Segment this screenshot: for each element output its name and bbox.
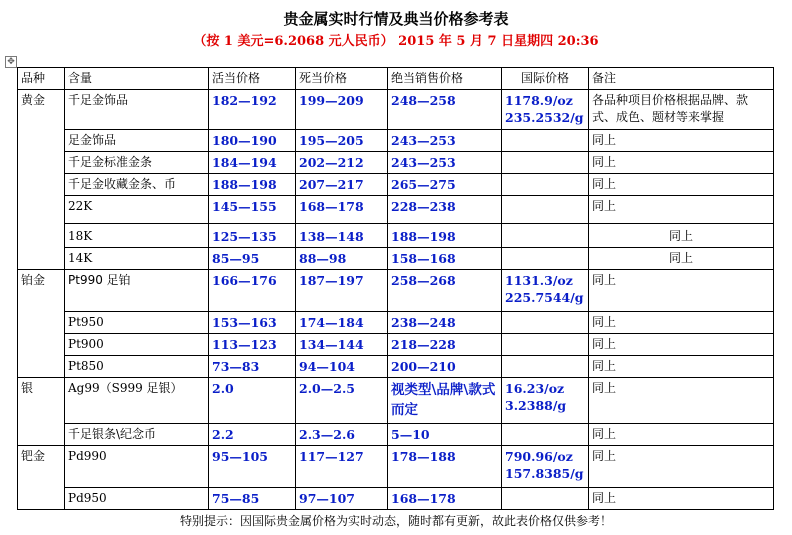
remark-cell: 同上 (589, 248, 774, 270)
remark-cell: 同上 (589, 152, 774, 174)
sale-price-cell: 200—210 (388, 356, 502, 378)
remark-cell: 同上 (589, 174, 774, 196)
intl-price-cell (502, 356, 589, 378)
live-price-cell: 2.0 (209, 378, 296, 424)
intl-price-g: 3.2388/g (505, 398, 567, 413)
content-cell: 千足金饰品 (65, 90, 209, 130)
sale-price-cell: 视类型\品牌\款式而定 (388, 378, 502, 424)
remark-cell: 同上 (589, 312, 774, 334)
remark-cell: 同上 (589, 130, 774, 152)
intl-price-cell (502, 152, 589, 174)
dead-price-cell: 168—178 (296, 196, 388, 224)
intl-price-cell (502, 174, 589, 196)
live-price-cell: 153—163 (209, 312, 296, 334)
sale-price-cell: 158—168 (388, 248, 502, 270)
sale-price-cell: 265—275 (388, 174, 502, 196)
header-row (18, 68, 774, 90)
remark-cell: 同上 (589, 488, 774, 510)
content-cell: 千足银条\纪念币 (65, 424, 209, 446)
intl-price-oz: 1131.3/oz (505, 273, 573, 288)
table-row (18, 196, 774, 224)
category-cell: 钯金 (18, 446, 65, 510)
intl-price-cell (502, 90, 589, 130)
content-cell: Pd950 (65, 488, 209, 510)
content-cell: 足金饰品 (65, 130, 209, 152)
table-row (18, 488, 774, 510)
dead-price-cell: 2.3—2.6 (296, 424, 388, 446)
remark-cell: 同上 (589, 334, 774, 356)
category-cell: 铂金 (18, 270, 65, 378)
table-row (18, 446, 774, 488)
remark-cell: 同上 (589, 446, 774, 488)
table-row (18, 356, 774, 378)
live-price-cell: 180—190 (209, 130, 296, 152)
table-row (18, 248, 774, 270)
header-sale-price: 绝当销售价格 (388, 68, 502, 90)
intl-price-cell (502, 378, 589, 424)
content-cell: Pt900 (65, 334, 209, 356)
dead-price-cell: 195—205 (296, 130, 388, 152)
table-row (18, 270, 774, 312)
remark-cell: 同上 (589, 424, 774, 446)
intl-price-cell (502, 334, 589, 356)
intl-price-cell (502, 270, 589, 312)
live-price-cell: 145—155 (209, 196, 296, 224)
live-price-cell: 85—95 (209, 248, 296, 270)
live-price-cell: 125—135 (209, 224, 296, 248)
live-price-cell: 95—105 (209, 446, 296, 488)
intl-price-cell (502, 488, 589, 510)
live-price-cell: 73—83 (209, 356, 296, 378)
category-cell: 黄金 (18, 90, 65, 270)
content-cell: Ag99（S999 足银） (65, 378, 209, 424)
header-content: 含量 (65, 68, 209, 90)
content-cell: Pt850 (65, 356, 209, 378)
table-move-handle-icon[interactable]: ✥ (5, 56, 17, 68)
intl-price-cell (502, 248, 589, 270)
live-price-cell: 113—123 (209, 334, 296, 356)
content-cell: 22K (65, 196, 209, 224)
remark-cell: 同上 (589, 378, 774, 424)
table-row (18, 224, 774, 248)
intl-price-g: 157.8385/g (505, 466, 584, 481)
sale-price-cell: 258—268 (388, 270, 502, 312)
live-price-cell: 182—192 (209, 90, 296, 130)
sale-price-cell: 188—198 (388, 224, 502, 248)
content-cell: 18K (65, 224, 209, 248)
price-table (17, 67, 774, 510)
intl-price-cell (502, 130, 589, 152)
live-price-cell: 188—198 (209, 174, 296, 196)
dead-price-cell: 117—127 (296, 446, 388, 488)
dead-price-cell: 2.0—2.5 (296, 378, 388, 424)
header-remark: 备注 (589, 68, 774, 90)
table-row (18, 174, 774, 196)
sale-price-cell: 168—178 (388, 488, 502, 510)
intl-price-cell (502, 196, 589, 224)
remark-cell: 同上 (589, 356, 774, 378)
intl-price-cell (502, 446, 589, 488)
intl-price-oz: 16.23/oz (505, 381, 565, 396)
live-price-cell: 2.2 (209, 424, 296, 446)
intl-price-cell (502, 312, 589, 334)
exchange-rate-subtitle: （按 1 美元=6.2068 元人民币） 2015 年 5 月 7 日星期四 20:36 (193, 34, 599, 49)
sale-price-cell: 243—253 (388, 130, 502, 152)
dead-price-cell: 138—148 (296, 224, 388, 248)
intl-price-g: 235.2532/g (505, 110, 584, 125)
table-row (18, 152, 774, 174)
content-cell: 千足金标准金条 (65, 152, 209, 174)
content-cell: 千足金收藏金条、币 (65, 174, 209, 196)
dead-price-cell: 88—98 (296, 248, 388, 270)
sale-price-cell: 243—253 (388, 152, 502, 174)
header-dead-price: 死当价格 (296, 68, 388, 90)
sale-price-cell: 248—258 (388, 90, 502, 130)
content-cell: Pt990 足铂 (65, 270, 209, 312)
header-live-price: 活当价格 (209, 68, 296, 90)
dead-price-cell: 134—144 (296, 334, 388, 356)
dead-price-cell: 187—197 (296, 270, 388, 312)
table-row (18, 334, 774, 356)
sale-price-cell: 178—188 (388, 446, 502, 488)
intl-price-cell (502, 224, 589, 248)
intl-price-oz: 790.96/oz (505, 449, 573, 464)
dead-price-cell: 207—217 (296, 174, 388, 196)
table-row (18, 90, 774, 130)
remark-cell: 各品种项目价格根据品牌、款式、成色、题材等来掌握 (589, 90, 774, 130)
remark-cell: 同上 (589, 270, 774, 312)
header-intl-price: 国际价格 (502, 68, 589, 90)
dead-price-cell: 202—212 (296, 152, 388, 174)
sale-price-cell: 218—228 (388, 334, 502, 356)
content-cell: Pt950 (65, 312, 209, 334)
remark-cell: 同上 (589, 224, 774, 248)
sale-price-cell: 238—248 (388, 312, 502, 334)
intl-price-g: 225.7544/g (505, 290, 584, 305)
live-price-cell: 184—194 (209, 152, 296, 174)
table-row (18, 130, 774, 152)
dead-price-cell: 199—209 (296, 90, 388, 130)
remark-cell: 同上 (589, 196, 774, 224)
sale-price-cell: 228—238 (388, 196, 502, 224)
content-cell: 14K (65, 248, 209, 270)
content-cell: Pd990 (65, 446, 209, 488)
intl-price-cell (502, 424, 589, 446)
header-category: 品种 (18, 68, 65, 90)
intl-price-oz: 1178.9/oz (505, 93, 573, 108)
table-row (18, 312, 774, 334)
dead-price-cell: 174—184 (296, 312, 388, 334)
table-row (18, 378, 774, 424)
sale-price-cell: 5—10 (388, 424, 502, 446)
table-row (18, 424, 774, 446)
footer-note: 特别提示：因国际贵金属价格为实时动态，随时都有更新，故此表价格仅供参考！ (179, 514, 612, 528)
category-cell: 银 (18, 378, 65, 446)
live-price-cell: 166—176 (209, 270, 296, 312)
dead-price-cell: 94—104 (296, 356, 388, 378)
live-price-cell: 75—85 (209, 488, 296, 510)
dead-price-cell: 97—107 (296, 488, 388, 510)
page-title: 贵金属实时行情及典当价格参考表 (283, 10, 509, 28)
